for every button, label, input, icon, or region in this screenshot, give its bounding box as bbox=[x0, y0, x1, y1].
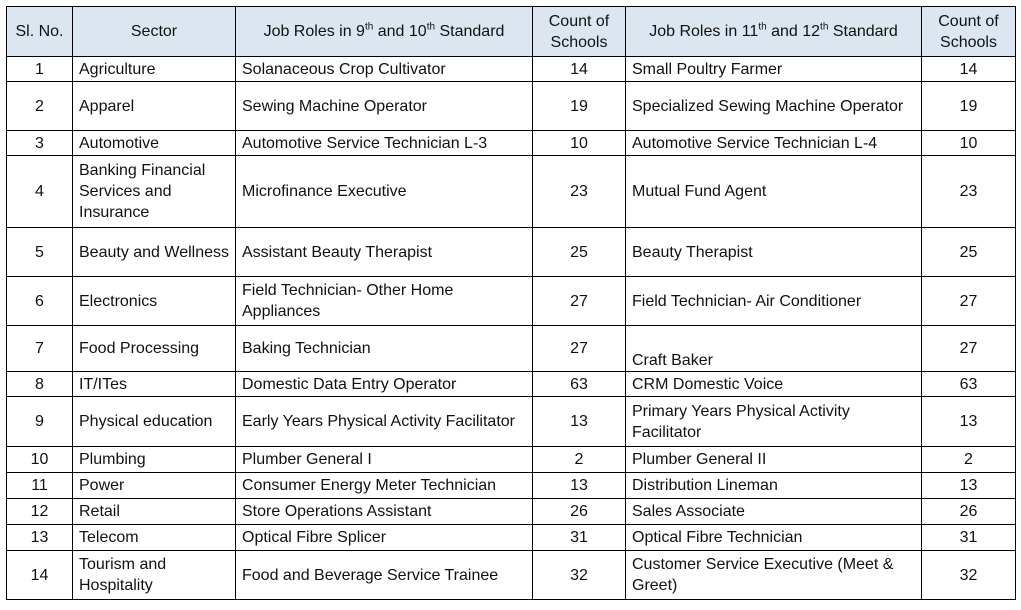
cell-sector: IT/ITes bbox=[73, 372, 236, 397]
cell-role-9-10: Plumber General I bbox=[236, 447, 533, 473]
cell-count-1: 27 bbox=[533, 326, 626, 372]
cell-role-9-10: Store Operations Assistant bbox=[236, 499, 533, 525]
table-row bbox=[7, 156, 1016, 228]
cell-sl-no: 7 bbox=[7, 326, 73, 372]
cell-role-11-12: Small Poultry Farmer bbox=[626, 57, 922, 82]
cell-sector: Food Processing bbox=[73, 326, 236, 372]
cell-sector: Electronics bbox=[73, 277, 236, 326]
cell-role-9-10: Consumer Energy Meter Technician bbox=[236, 473, 533, 499]
cell-sl-no: 14 bbox=[7, 551, 73, 600]
cell-role-9-10: Solanaceous Crop Cultivator bbox=[236, 57, 533, 82]
header-job-roles-11-12: Job Roles in 11th and 12th Standard bbox=[626, 7, 922, 57]
table-row bbox=[7, 372, 1016, 397]
cell-count-2: 27 bbox=[922, 326, 1016, 372]
cell-role-11-12: Specialized Sewing Machine Operator bbox=[626, 82, 922, 131]
cell-count-1: 23 bbox=[533, 156, 626, 228]
table-row bbox=[7, 277, 1016, 326]
table-body bbox=[7, 57, 1016, 600]
cell-role-11-12: Craft Baker bbox=[626, 326, 922, 372]
cell-sl-no: 5 bbox=[7, 228, 73, 277]
cell-sl-no: 6 bbox=[7, 277, 73, 326]
cell-count-1: 10 bbox=[533, 131, 626, 156]
cell-count-2: 31 bbox=[922, 525, 1016, 551]
cell-count-1: 31 bbox=[533, 525, 626, 551]
cell-count-2: 14 bbox=[922, 57, 1016, 82]
cell-sl-no: 13 bbox=[7, 525, 73, 551]
cell-role-9-10: Automotive Service Technician L-3 bbox=[236, 131, 533, 156]
table-row bbox=[7, 57, 1016, 82]
cell-role-11-12: Customer Service Executive (Meet & Greet) bbox=[626, 551, 922, 600]
table-row bbox=[7, 82, 1016, 131]
cell-role-9-10: Assistant Beauty Therapist bbox=[236, 228, 533, 277]
cell-role-9-10: Early Years Physical Activity Facilitator bbox=[236, 397, 533, 447]
cell-role-9-10: Baking Technician bbox=[236, 326, 533, 372]
cell-role-11-12: Optical Fibre Technician bbox=[626, 525, 922, 551]
cell-role-9-10: Sewing Machine Operator bbox=[236, 82, 533, 131]
table-row bbox=[7, 397, 1016, 447]
cell-role-11-12: Beauty Therapist bbox=[626, 228, 922, 277]
cell-sector: Banking Financial Services and Insurance bbox=[73, 156, 236, 228]
header-count-of-schools-2: Count of Schools bbox=[922, 7, 1016, 57]
cell-count-2: 2 bbox=[922, 447, 1016, 473]
header-sl-no: Sl. No. bbox=[7, 7, 73, 57]
cell-role-11-12: Plumber General II bbox=[626, 447, 922, 473]
cell-role-11-12: Primary Years Physical Activity Facilitator bbox=[626, 397, 922, 447]
cell-role-11-12: Mutual Fund Agent bbox=[626, 156, 922, 228]
cell-count-1: 63 bbox=[533, 372, 626, 397]
cell-sl-no: 2 bbox=[7, 82, 73, 131]
cell-count-2: 23 bbox=[922, 156, 1016, 228]
cell-sl-no: 9 bbox=[7, 397, 73, 447]
cell-count-1: 32 bbox=[533, 551, 626, 600]
table-row bbox=[7, 525, 1016, 551]
cell-role-11-12: CRM Domestic Voice bbox=[626, 372, 922, 397]
cell-sl-no: 10 bbox=[7, 447, 73, 473]
table-row bbox=[7, 447, 1016, 473]
header-job-roles-9-10: Job Roles in 9th and 10th Standard bbox=[236, 7, 533, 57]
cell-sector: Beauty and Wellness bbox=[73, 228, 236, 277]
cell-sector: Physical education bbox=[73, 397, 236, 447]
header-sector: Sector bbox=[73, 7, 236, 57]
cell-count-2: 13 bbox=[922, 397, 1016, 447]
cell-count-2: 19 bbox=[922, 82, 1016, 131]
cell-role-9-10: Optical Fibre Splicer bbox=[236, 525, 533, 551]
job-roles-table bbox=[6, 6, 1016, 600]
cell-count-2: 10 bbox=[922, 131, 1016, 156]
cell-sector: Power bbox=[73, 473, 236, 499]
cell-role-9-10: Field Technician- Other Home Appliances bbox=[236, 277, 533, 326]
cell-count-2: 63 bbox=[922, 372, 1016, 397]
cell-sector: Telecom bbox=[73, 525, 236, 551]
cell-sector: Tourism and Hospitality bbox=[73, 551, 236, 600]
cell-role-11-12: Automotive Service Technician L-4 bbox=[626, 131, 922, 156]
cell-count-1: 25 bbox=[533, 228, 626, 277]
cell-count-1: 14 bbox=[533, 57, 626, 82]
cell-sl-no: 11 bbox=[7, 473, 73, 499]
cell-role-9-10: Domestic Data Entry Operator bbox=[236, 372, 533, 397]
cell-count-2: 13 bbox=[922, 473, 1016, 499]
cell-count-2: 27 bbox=[922, 277, 1016, 326]
cell-count-2: 26 bbox=[922, 499, 1016, 525]
cell-sector: Agriculture bbox=[73, 57, 236, 82]
table-row bbox=[7, 228, 1016, 277]
header-count-of-schools-1: Count of Schools bbox=[533, 7, 626, 57]
cell-role-9-10: Microfinance Executive bbox=[236, 156, 533, 228]
cell-role-11-12: Field Technician- Air Conditioner bbox=[626, 277, 922, 326]
cell-count-1: 13 bbox=[533, 473, 626, 499]
cell-role-9-10: Food and Beverage Service Trainee bbox=[236, 551, 533, 600]
cell-count-2: 25 bbox=[922, 228, 1016, 277]
cell-sl-no: 3 bbox=[7, 131, 73, 156]
cell-count-1: 19 bbox=[533, 82, 626, 131]
cell-sector: Plumbing bbox=[73, 447, 236, 473]
cell-sector: Apparel bbox=[73, 82, 236, 131]
table-row bbox=[7, 326, 1016, 372]
table-row bbox=[7, 131, 1016, 156]
cell-sl-no: 1 bbox=[7, 57, 73, 82]
table-row bbox=[7, 499, 1016, 525]
table-header bbox=[7, 7, 1016, 57]
cell-count-1: 2 bbox=[533, 447, 626, 473]
cell-role-11-12: Sales Associate bbox=[626, 499, 922, 525]
cell-sl-no: 8 bbox=[7, 372, 73, 397]
cell-sl-no: 4 bbox=[7, 156, 73, 228]
cell-count-1: 13 bbox=[533, 397, 626, 447]
cell-count-1: 27 bbox=[533, 277, 626, 326]
cell-sl-no: 12 bbox=[7, 499, 73, 525]
cell-role-11-12: Distribution Lineman bbox=[626, 473, 922, 499]
cell-sector: Automotive bbox=[73, 131, 236, 156]
cell-count-2: 32 bbox=[922, 551, 1016, 600]
header-row bbox=[7, 7, 1016, 57]
table-row bbox=[7, 473, 1016, 499]
cell-sector: Retail bbox=[73, 499, 236, 525]
table-row bbox=[7, 551, 1016, 600]
cell-count-1: 26 bbox=[533, 499, 626, 525]
